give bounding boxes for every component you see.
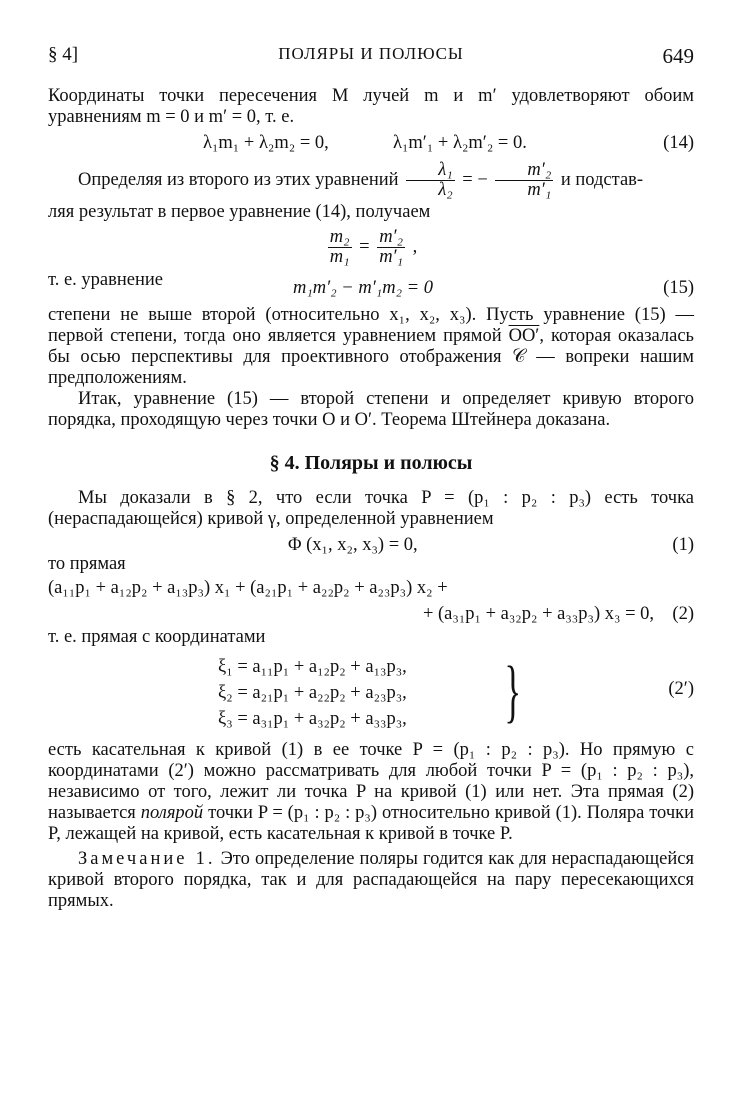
ratio-left-top: m₂	[329, 227, 350, 248]
page-body	[48, 86, 694, 912]
fraction-lambda-bottom: λ₂	[438, 180, 453, 201]
page-number: 649	[662, 44, 694, 68]
paragraph-degree-part2: , которая оказалась бы осью перспективы для проективного отображения 𝒞 — вопреки нашим предположениям.	[48, 326, 694, 388]
ratio-right-bottom: m′₁	[379, 247, 404, 268]
line-oo-prime: OO′	[508, 326, 540, 346]
right-brace: }	[504, 653, 522, 730]
equation-2	[48, 575, 694, 627]
paragraph-determining	[48, 158, 694, 202]
paragraph-tangent-part2: точки P = (p₁ : p₂ : p₃) относительно кривой (1). Поляра точки P, лежащей на кривой, есть касательная к кривой в точке P.	[48, 803, 695, 844]
equation-15-number: (15)	[663, 278, 694, 298]
fraction-lambda-top: λ₁	[406, 161, 454, 181]
equation-15	[48, 271, 694, 305]
ratio-comma: ,	[412, 237, 418, 257]
line-ie: т. е. прямая с координатами	[48, 627, 266, 647]
paragraph-determining-tail: и подстав-	[560, 170, 644, 190]
equation-xi3: ξ₃ = a₃₁p₁ + a₃₂p₂ + a₃₃p₃,	[218, 709, 407, 729]
equation-xi2: ξ₂ = a₂₁p₁ + a₂₂p₂ + a₂₃p₃,	[218, 683, 407, 703]
ratio-right	[377, 228, 405, 267]
fraction-m-prime-bottom: m′₁	[527, 180, 552, 201]
ratio-left	[328, 228, 352, 267]
remark-1	[48, 849, 694, 912]
fraction-lambda	[406, 161, 454, 200]
line-then: то прямая	[48, 554, 126, 574]
fraction-m-prime-top: m′₂	[495, 161, 553, 181]
remark-label: Замечание 1.	[78, 849, 216, 869]
paragraph-tangent	[48, 740, 694, 845]
equation-2-prime-lines	[218, 654, 407, 732]
fraction-m-prime	[495, 161, 553, 200]
equals-minus: = −	[462, 170, 488, 190]
equation-14	[48, 128, 694, 158]
section-ref: § 4]	[48, 44, 79, 65]
equation-2-number: (2)	[672, 604, 694, 624]
equation-15-lead: т. е. уравнение	[48, 270, 163, 290]
equation-2-prime	[48, 654, 694, 732]
section-title: § 4. Поляры и полюсы	[269, 452, 473, 474]
equation-2-line1: (a₁₁p₁ + a₁₂p₂ + a₁₃p₃) x₁ + (a₂₁p₁ + a₂₂p₂ + a₂₃p₃) x₂ +	[48, 578, 448, 598]
ratio-left-bottom: m₁	[329, 247, 350, 268]
paragraph-degree	[48, 305, 694, 389]
equation-1-formula: Φ (x₁, x₂, x₃) = 0,	[288, 535, 418, 555]
running-title: ПОЛЯРЫ И ПОЛЮСЫ	[278, 44, 464, 63]
equation-2-prime-number: (2′)	[668, 679, 694, 699]
equation-xi1: ξ₁ = a₁₁p₁ + a₁₂p₂ + a₁₃p₃,	[218, 657, 407, 677]
equation-2-line2: + (a₃₁p₁ + a₃₂p₂ + a₃₃p₃) x₃ = 0,	[422, 604, 654, 624]
ratio-right-top: m′₂	[379, 227, 404, 248]
equation-1-number: (1)	[672, 535, 694, 555]
paragraph-steiner: Итак, уравнение (15) — второй степени и определяет кривую второго порядка, проходящую через точки O и O′. Теорема Штейнера доказана.	[48, 389, 694, 430]
paragraph-determining-text: Определяя из второго из этих уравнений	[78, 170, 399, 190]
paragraph-proved: Мы доказали в § 2, что если точка P = (p₁ : p₂ : p₃) есть точка (нераспадающейся) кривой γ, определенной уравнением	[48, 488, 694, 529]
equation-14-right: λ₁m′₁ + λ₂m′₂ = 0.	[393, 133, 527, 153]
equation-14-left: λ₁m₁ + λ₂m₂ = 0,	[203, 133, 329, 153]
paragraph-determining-line2: ляя результат в первое уравнение (14), получаем	[48, 202, 431, 222]
page-header	[48, 44, 694, 72]
paragraph-degree-part1: степени не выше второй (относительно x₁, x₂, x₃). Пусть уравнение (15) — первой степени, тогда оно является уравнением прямой	[48, 305, 694, 346]
equation-14-number: (14)	[663, 133, 694, 153]
ratio-equals: =	[359, 237, 370, 257]
term-polar: полярой	[140, 803, 204, 823]
equation-15-formula: m₁m′₂ − m′₁m₂ = 0	[293, 278, 433, 298]
paragraph-tangent-part1: есть касательная к кривой (1) в ее точке P = (p₁ : p₂ : p₃). Но прямую с координатами (2′) можно рассматривать для любой точки P = (p₁ : p₂ : p₃), независимо от того, лежит ли точка P на кривой (1) или нет. Эта прямая (2) называется	[48, 740, 694, 823]
paragraph-intersection: Координаты точки пересечения M лучей m и m′ удовлетворяют обоим уравнениям m = 0 и m′ = 0, т. е.	[48, 86, 694, 127]
equation-1	[48, 530, 694, 560]
remark-text: Это определение поляры годится как для нераспадающейся кривой второго порядка, так и для распадающейся на пару пересекающихся прямых.	[48, 849, 694, 911]
